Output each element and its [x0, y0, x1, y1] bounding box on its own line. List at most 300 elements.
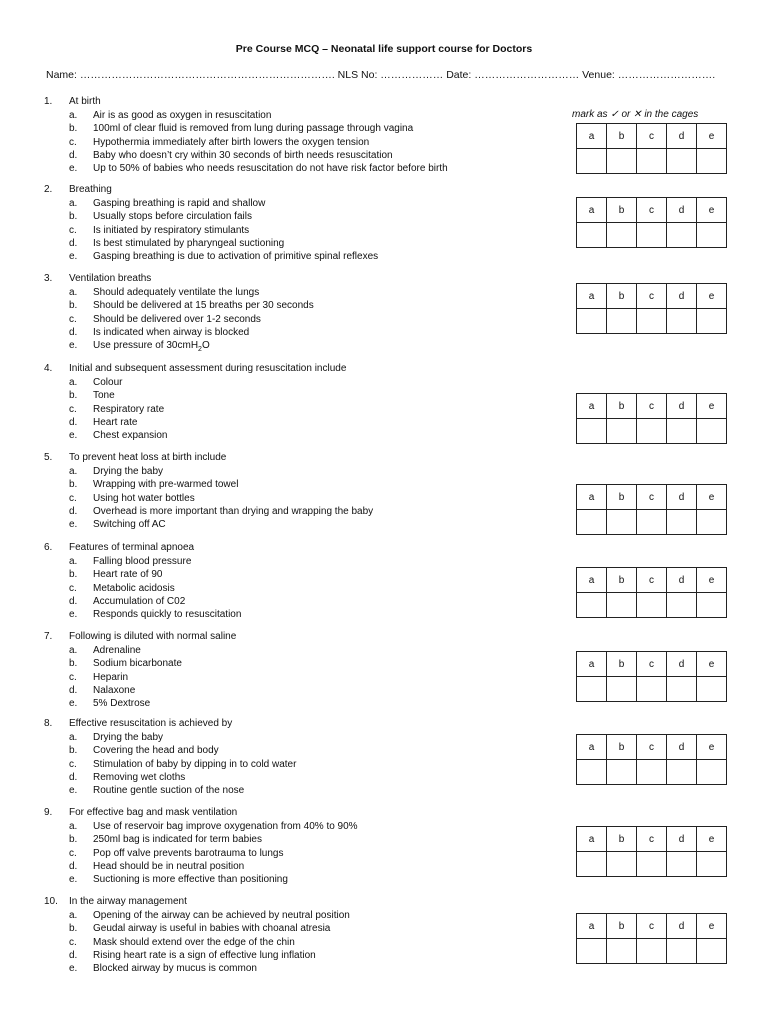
answer-cage[interactable]	[577, 677, 607, 702]
answer-cage[interactable]	[637, 149, 667, 174]
option-text-tail: O	[201, 340, 210, 352]
grid-letter: b	[607, 198, 637, 223]
answer-option	[44, 820, 544, 833]
question-title: For effective bag and mask ventilation	[69, 807, 238, 818]
option-text: 250ml bag is indicated for term babies	[93, 834, 262, 846]
question-heading	[44, 541, 544, 555]
grid-letter: c	[637, 914, 667, 939]
question-number: 5.	[44, 452, 53, 463]
grid-letter: d	[667, 568, 697, 593]
grid-letter: c	[637, 124, 667, 149]
answer-grid	[576, 197, 727, 248]
question-block	[44, 541, 544, 621]
option-text: Baby who doesn’t cry within 30 seconds of birth needs resuscitation	[93, 149, 393, 161]
option-text: Air is as good as oxygen in resuscitation	[93, 110, 272, 121]
answer-option	[44, 697, 544, 710]
grid-letter: a	[577, 198, 607, 223]
question-block	[44, 630, 544, 710]
answer-cage[interactable]	[697, 309, 727, 334]
answer-cage[interactable]	[697, 419, 727, 444]
option-letter: e.	[69, 785, 78, 797]
grid-letter: b	[607, 284, 637, 309]
question-block	[44, 272, 544, 352]
option-letter: d.	[69, 416, 78, 428]
answer-cage[interactable]	[697, 939, 727, 964]
answer-cage[interactable]	[637, 852, 667, 877]
answer-option	[44, 210, 544, 223]
grid-letter: d	[667, 124, 697, 149]
question-block	[44, 95, 544, 175]
answer-option	[44, 250, 544, 263]
option-text: Drying the baby	[93, 466, 164, 477]
grid-letter: b	[607, 568, 637, 593]
option-text: Heparin	[93, 671, 129, 683]
option-text: Should be delivered over 1-2 seconds	[93, 313, 261, 325]
option-text: Nalaxone	[93, 684, 136, 696]
option-text: Using hot water bottles	[93, 492, 195, 504]
question-heading	[44, 806, 544, 820]
answer-option	[44, 505, 544, 518]
answer-grid	[576, 826, 727, 877]
answer-option	[44, 109, 544, 122]
option-letter: c.	[69, 758, 77, 770]
answer-cage[interactable]	[667, 677, 697, 702]
option-letter: b.	[69, 300, 78, 312]
option-letter: c.	[69, 936, 77, 948]
answer-option	[44, 608, 544, 621]
question-block	[44, 806, 544, 886]
answer-option	[44, 731, 544, 744]
answer-option	[44, 833, 544, 846]
answer-cage[interactable]	[607, 677, 637, 702]
grid-letter: e	[697, 827, 727, 852]
answer-cage[interactable]	[697, 223, 727, 248]
question-heading	[44, 630, 544, 644]
option-letter: c.	[69, 224, 77, 236]
option-text: Overhead is more important than drying and wrapping the baby	[93, 505, 374, 517]
option-letter: b.	[69, 923, 78, 935]
grid-letter: e	[697, 394, 727, 419]
grid-letter: c	[637, 394, 667, 419]
option-letter: b.	[69, 479, 78, 491]
grid-letter: a	[577, 568, 607, 593]
grid-letter: c	[637, 198, 667, 223]
answer-cage[interactable]	[577, 852, 607, 877]
question-number: 7.	[44, 631, 53, 642]
option-letter: e.	[69, 874, 78, 886]
answer-option	[44, 197, 544, 210]
option-text: Should adequately ventilate the lungs	[93, 287, 260, 298]
option-letter: c.	[69, 136, 77, 148]
question-number: 4.	[44, 363, 53, 374]
option-letter: b.	[69, 211, 78, 223]
answer-grid	[576, 734, 727, 785]
option-text: Heart rate	[93, 416, 138, 428]
grid-letter: b	[607, 735, 637, 760]
option-letter: b.	[69, 834, 78, 846]
answer-cage[interactable]	[637, 223, 667, 248]
option-text: Is best stimulated by pharyngeal suctioning	[93, 237, 285, 249]
answer-option	[44, 403, 544, 416]
answer-cage[interactable]	[697, 760, 727, 785]
grid-letter: a	[577, 914, 607, 939]
answer-option	[44, 339, 544, 352]
answer-option	[44, 555, 544, 568]
answer-grid	[576, 484, 727, 535]
answer-cage[interactable]	[607, 419, 637, 444]
option-text: Falling blood pressure	[93, 556, 192, 567]
option-text: Chest expansion	[93, 430, 168, 442]
answer-option	[44, 909, 544, 922]
question-number: 3.	[44, 273, 53, 284]
option-text: Respiratory rate	[93, 403, 165, 415]
question-heading	[44, 272, 544, 286]
grid-letter: d	[667, 198, 697, 223]
option-letter: d.	[69, 860, 78, 872]
answer-option	[44, 478, 544, 491]
answer-option	[44, 684, 544, 697]
answer-option	[44, 286, 544, 299]
answer-cage[interactable]	[577, 419, 607, 444]
page-title: Pre Course MCQ – Neonatal life support course for Doctors	[235, 43, 533, 55]
question-block	[44, 183, 544, 263]
option-letter: e.	[69, 340, 78, 352]
option-letter: a.	[69, 110, 78, 121]
option-text: Geudal airway is useful in babies with choanal atresia	[93, 923, 331, 935]
option-text: Should be delivered at 15 breaths per 30 seconds	[93, 300, 314, 312]
answer-option	[44, 657, 544, 670]
option-text: Heart rate of 90	[93, 569, 163, 581]
option-letter: a.	[69, 645, 78, 656]
candidate-details-line: Name: ………………………………………………………………. NLS No: ……………… Date: ………………………… Venue: ……………………….	[46, 69, 716, 81]
option-text: Pop off valve prevents barotrauma to lungs	[93, 847, 284, 859]
option-letter: d.	[69, 237, 78, 249]
answer-option	[44, 962, 544, 975]
option-text: Responds quickly to resuscitation	[93, 609, 242, 621]
answer-cage[interactable]	[637, 939, 667, 964]
answer-option	[44, 416, 544, 429]
grid-letter: d	[667, 485, 697, 510]
answer-cage[interactable]	[607, 510, 637, 535]
grid-letter: e	[697, 198, 727, 223]
question-title: Breathing	[69, 184, 112, 195]
option-letter: c.	[69, 313, 77, 325]
option-letter: b.	[69, 123, 78, 135]
grid-letter: e	[697, 284, 727, 309]
answer-cage[interactable]	[577, 510, 607, 535]
answer-option	[44, 644, 544, 657]
answer-cage[interactable]	[697, 510, 727, 535]
answer-option	[44, 149, 544, 162]
answer-cage[interactable]	[667, 223, 697, 248]
option-text: Gasping breathing is due to activation of primitive spinal reflexes	[93, 251, 379, 263]
answer-cage[interactable]	[667, 309, 697, 334]
question-title: Initial and subsequent assessment during resuscitation include	[69, 363, 347, 374]
grid-letter: e	[697, 485, 727, 510]
answer-cage[interactable]	[637, 760, 667, 785]
answer-cage[interactable]	[577, 939, 607, 964]
option-letter: b.	[69, 745, 78, 757]
option-text: Head should be in neutral position	[93, 860, 245, 872]
grid-letter: a	[577, 652, 607, 677]
option-letter: a.	[69, 198, 78, 209]
answer-option	[44, 568, 544, 581]
grid-letter: c	[637, 652, 667, 677]
option-text: Removing wet cloths	[93, 771, 186, 783]
option-letter: e.	[69, 430, 78, 442]
grid-letter: d	[667, 914, 697, 939]
answer-grid	[576, 393, 727, 444]
answer-option	[44, 492, 544, 505]
option-text: Drying the baby	[93, 732, 164, 743]
answer-option	[44, 518, 544, 531]
grid-letter: c	[637, 827, 667, 852]
answer-cage[interactable]	[637, 677, 667, 702]
option-letter: a.	[69, 556, 78, 567]
option-letter: c.	[69, 847, 77, 859]
option-letter: d.	[69, 505, 78, 517]
answer-cage[interactable]	[637, 510, 667, 535]
subscript: 2	[198, 346, 202, 354]
option-letter: d.	[69, 595, 78, 607]
answer-option	[44, 465, 544, 478]
option-letter: b.	[69, 569, 78, 581]
option-letter: d.	[69, 149, 78, 161]
answer-option	[44, 922, 544, 935]
grid-letter: c	[637, 485, 667, 510]
answer-cage[interactable]	[697, 852, 727, 877]
question-number: 9.	[44, 807, 53, 818]
option-letter: a.	[69, 910, 78, 921]
option-text: Is initiated by respiratory stimulants	[93, 224, 250, 236]
question-block	[44, 717, 544, 797]
question-block	[44, 451, 544, 531]
option-letter: e.	[69, 163, 78, 175]
answer-option	[44, 758, 544, 771]
option-text: Wrapping with pre-warmed towel	[93, 479, 239, 491]
grid-letter: e	[697, 568, 727, 593]
grid-letter: c	[637, 284, 667, 309]
option-letter: e.	[69, 251, 78, 263]
answer-option	[44, 582, 544, 595]
answer-option	[44, 122, 544, 135]
grid-letter: d	[667, 394, 697, 419]
option-text: Accumulation of C02	[93, 595, 186, 607]
grid-letter: a	[577, 394, 607, 419]
option-letter: c.	[69, 492, 77, 504]
option-text: Suctioning is more effective than positioning	[93, 874, 288, 886]
answer-option	[44, 299, 544, 312]
option-text: 100ml of clear fluid is removed from lung during passage through vagina	[93, 123, 414, 135]
answer-cage[interactable]	[577, 223, 607, 248]
answer-cage[interactable]	[667, 149, 697, 174]
option-letter: e.	[69, 963, 78, 975]
option-letter: b.	[69, 658, 78, 670]
answer-cage[interactable]	[577, 309, 607, 334]
answer-cage[interactable]	[607, 760, 637, 785]
option-text: 5% Dextrose	[93, 698, 151, 710]
answer-option	[44, 771, 544, 784]
answer-option	[44, 313, 544, 326]
option-letter: b.	[69, 390, 78, 402]
answer-cage[interactable]	[667, 852, 697, 877]
question-title: At birth	[69, 96, 101, 107]
answer-option	[44, 784, 544, 797]
grid-letter: b	[607, 394, 637, 419]
grid-letter: b	[607, 914, 637, 939]
option-text: Use pressure of 30cmH	[93, 340, 199, 352]
option-text: Gasping breathing is rapid and shallow	[93, 198, 266, 209]
answer-grid	[576, 651, 727, 702]
answer-cage[interactable]	[667, 510, 697, 535]
grid-letter: a	[577, 827, 607, 852]
option-letter: c.	[69, 582, 77, 594]
option-text: Tone	[93, 390, 115, 402]
question-heading	[44, 95, 544, 109]
option-letter: a.	[69, 821, 78, 832]
answer-option	[44, 237, 544, 250]
option-text: Mask should extend over the edge of the chin	[93, 936, 295, 948]
answer-grid	[576, 123, 727, 174]
question-heading	[44, 717, 544, 731]
option-text: Routine gentle suction of the nose	[93, 785, 245, 797]
question-heading	[44, 183, 544, 197]
grid-letter: a	[577, 124, 607, 149]
answer-option	[44, 671, 544, 684]
question-number: 1.	[44, 96, 53, 107]
answer-option	[44, 949, 544, 962]
option-letter: d.	[69, 949, 78, 961]
grid-letter: b	[607, 485, 637, 510]
grid-letter: e	[697, 124, 727, 149]
question-block	[44, 362, 544, 442]
grid-letter: a	[577, 284, 607, 309]
option-text: Use of reservoir bag improve oxygenation from 40% to 90%	[93, 821, 358, 832]
option-letter: c.	[69, 403, 77, 415]
question-heading	[44, 895, 544, 909]
answer-cage[interactable]	[577, 593, 607, 618]
question-title: Ventilation breaths	[69, 273, 152, 284]
option-letter: a.	[69, 466, 78, 477]
option-text: Rising heart rate is a sign of effective lung inflation	[93, 949, 316, 961]
option-letter: a.	[69, 287, 78, 298]
answer-cage[interactable]	[607, 593, 637, 618]
grid-letter: d	[667, 284, 697, 309]
answer-cage[interactable]	[607, 309, 637, 334]
grid-letter: e	[697, 652, 727, 677]
answer-option	[44, 744, 544, 757]
answer-cage[interactable]	[637, 309, 667, 334]
answer-instruction: mark as ✓ or ✕ in the cages	[572, 109, 699, 120]
answer-cage[interactable]	[607, 223, 637, 248]
grid-letter: d	[667, 827, 697, 852]
grid-letter: d	[667, 735, 697, 760]
question-heading	[44, 451, 544, 465]
answer-grid	[576, 913, 727, 964]
answer-option	[44, 873, 544, 886]
question-title: Effective resuscitation is achieved by	[69, 718, 233, 729]
grid-letter: b	[607, 827, 637, 852]
answer-cage[interactable]	[607, 852, 637, 877]
answer-option	[44, 162, 544, 175]
option-text: Stimulation of baby by dipping in to cold water	[93, 758, 297, 770]
answer-cage[interactable]	[697, 593, 727, 618]
grid-letter: a	[577, 735, 607, 760]
answer-cage[interactable]	[667, 419, 697, 444]
option-text: Adrenaline	[93, 645, 141, 656]
answer-cage[interactable]	[667, 593, 697, 618]
grid-letter: b	[607, 652, 637, 677]
grid-letter: e	[697, 914, 727, 939]
grid-letter: c	[637, 735, 667, 760]
question-title: Features of terminal apnoea	[69, 542, 195, 553]
answer-option	[44, 224, 544, 237]
answer-cage[interactable]	[697, 677, 727, 702]
answer-cage[interactable]	[607, 149, 637, 174]
option-text: Switching off AC	[93, 519, 166, 531]
grid-letter: a	[577, 485, 607, 510]
answer-option	[44, 326, 544, 339]
option-text: Up to 50% of babies who needs resuscitation do not have risk factor before birth	[93, 163, 448, 175]
answer-option	[44, 136, 544, 149]
answer-option	[44, 860, 544, 873]
answer-cage[interactable]	[637, 419, 667, 444]
option-text: Blocked airway by mucus is common	[93, 963, 257, 975]
answer-option	[44, 376, 544, 389]
option-text: Opening of the airway can be achieved by neutral position	[93, 910, 350, 921]
grid-letter: e	[697, 735, 727, 760]
option-letter: d.	[69, 684, 78, 696]
question-heading	[44, 362, 544, 376]
answer-cage[interactable]	[577, 149, 607, 174]
answer-grid	[576, 567, 727, 618]
option-text: Is indicated when airway is blocked	[93, 326, 250, 338]
answer-option	[44, 429, 544, 442]
answer-option	[44, 936, 544, 949]
question-block	[44, 895, 544, 975]
question-title: In the airway management	[69, 896, 187, 907]
option-letter: c.	[69, 671, 77, 683]
option-text: Hypothermia immediately after birth lowers the oxygen tension	[93, 136, 370, 148]
option-text: Covering the head and body	[93, 745, 219, 757]
grid-letter: b	[607, 124, 637, 149]
question-title: Following is diluted with normal saline	[69, 631, 237, 642]
option-text: Usually stops before circulation fails	[93, 211, 252, 223]
option-text: Metabolic acidosis	[93, 582, 175, 594]
answer-cage[interactable]	[697, 149, 727, 174]
answer-cage[interactable]	[667, 760, 697, 785]
question-number: 8.	[44, 718, 53, 729]
answer-cage[interactable]	[667, 939, 697, 964]
answer-cage[interactable]	[637, 593, 667, 618]
answer-option	[44, 847, 544, 860]
option-letter: e.	[69, 519, 78, 531]
option-letter: a.	[69, 377, 78, 388]
option-text: Colour	[93, 377, 123, 388]
option-letter: a.	[69, 732, 78, 743]
option-letter: e.	[69, 698, 78, 710]
question-number: 2.	[44, 184, 53, 195]
answer-cage[interactable]	[577, 760, 607, 785]
option-letter: e.	[69, 609, 78, 621]
option-letter: d.	[69, 771, 78, 783]
answer-grid	[576, 283, 727, 334]
answer-option	[44, 595, 544, 608]
answer-option	[44, 389, 544, 402]
question-title: To prevent heat loss at birth include	[69, 452, 227, 463]
option-text: Sodium bicarbonate	[93, 658, 182, 670]
answer-cage[interactable]	[607, 939, 637, 964]
